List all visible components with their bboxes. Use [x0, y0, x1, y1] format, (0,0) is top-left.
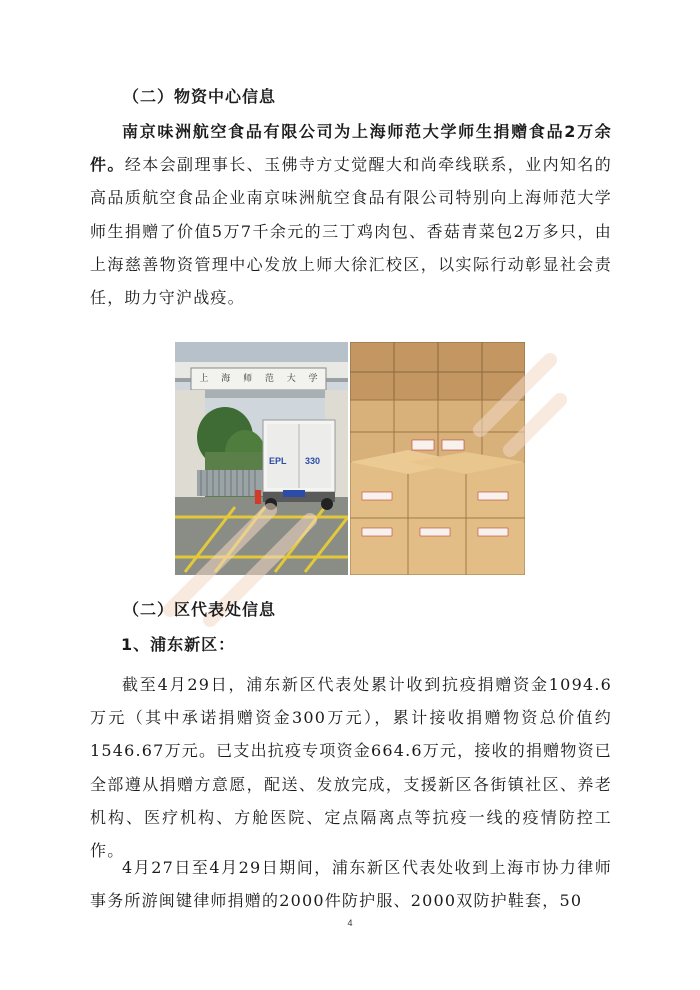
photo-gate-truck [175, 342, 348, 575]
gate-sign-char: 大 [286, 374, 296, 384]
gate-sign [193, 371, 324, 388]
materials-paragraph [90, 115, 612, 314]
subheading-pudong: 1、浦东新区： [121, 635, 236, 654]
materials-body: 经本会副理事长、玉佛寺方丈觉醒大和尚牵线联系，业内知名的高品质航空食品企业南京味洲航空食品有限公司特别向上海师范大学师生捐赠了价值5万7千余元的三丁鸡肉包、香菇青菜包2万多只，由上海慈善物资管理中心发放上师大徐汇校区，以实际行动彰显社会责任，助力守沪战疫。 [90, 155, 613, 308]
section-heading-materials: （二）物资中心信息 [123, 87, 277, 106]
gate-sign-char: 师 [243, 374, 253, 384]
pudong-paragraph-1: 截至4月29日，浦东新区代表处累计收到抗疫捐赠资金1094.6万元（其中承诺捐赠资金300万元），累计接收捐赠物资总价值约1546.67万元。已支出抗疫专项资金664.6万元，接收的捐赠物资已全部遵从捐赠方意愿，配送、发放完成，支援新区各街镇社区、养老机构、医疗机构、方舱医院、定点隔离点等抗疫一线的疫情防控工作。 [90, 675, 612, 861]
boxes-illustration [350, 342, 525, 575]
materials-lead-bold: 南京味洲航空食品有限公司为上海师范大学师生捐赠食品2万余件。 [90, 122, 612, 175]
photo-donated-boxes [350, 342, 525, 575]
gate-sign-char: 海 [221, 374, 231, 384]
gate-sign-char: 范 [264, 374, 274, 384]
page-number: 4 [347, 918, 353, 928]
pudong-paragraph-2: 4月27日至4月29日期间，浦东新区代表处收到上海市协力律师事务所游闽键律师捐赠的2000件防护服、2000双防护鞋套，50 [90, 858, 612, 911]
gate-sign-char: 上 [199, 374, 209, 384]
gate-sign-char: 学 [308, 374, 318, 384]
section-heading-district: （二）区代表处信息 [123, 600, 277, 619]
truck-number: 330 [305, 456, 321, 466]
truck-logo: EPL [269, 456, 287, 466]
